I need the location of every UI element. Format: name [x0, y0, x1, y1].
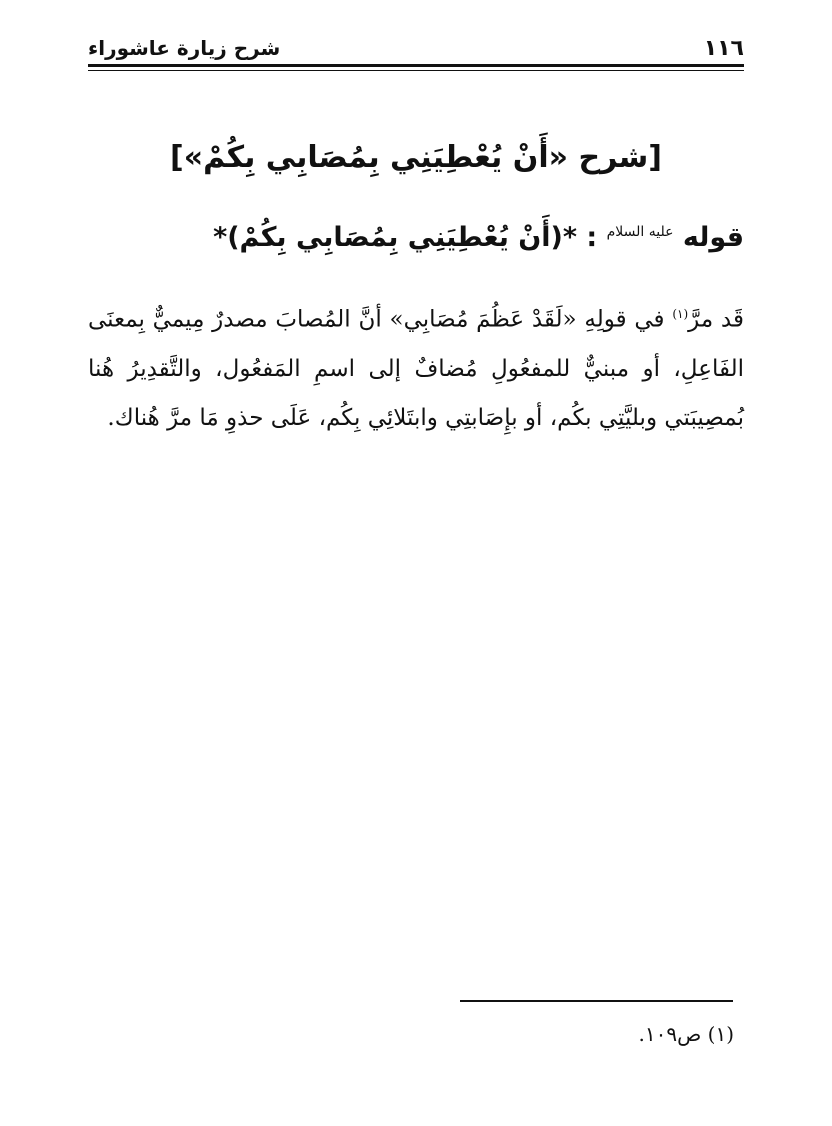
quote-label: قوله — [682, 222, 744, 253]
body-text-rest: في قولِهِ «لَقَدْ عَظُمَ مُصَابِي» أنَّ المُصابَ مصدرٌ مِيميٌّ بِمعنَى الفَاعِلِ، أو مبنيٌّ للمفعُولِ مُضافٌ إلى اسمِ المَفعُول، والتَّقدِيرُ هُنا بُمصِيبَتي وبليَّتِي بكُم، أو بإِصَابتِي وابتَلائِي بِكُم، عَلَى حذوِ مَا مرَّ هُناك. — [88, 306, 744, 431]
footnote-divider — [460, 1000, 733, 1002]
page-header — [88, 28, 744, 68]
quote-text: *(أَنْ يُعْطِيَنِي بِمُصَابِي بِكُمْ)* — [213, 222, 577, 253]
body-text-start: قَد مرَّ — [688, 306, 744, 333]
footnote: (١) ص١٠٩. — [638, 1022, 734, 1046]
body-paragraph — [88, 290, 744, 443]
running-title: شرح زيارة عاشوراء — [88, 36, 281, 60]
header-rule — [88, 64, 744, 67]
footnote-reference: (١) — [672, 307, 689, 321]
honorific-mark: عليه السلام — [606, 224, 674, 240]
page-number: ١١٦ — [703, 36, 744, 61]
quote-colon: : — [586, 222, 598, 253]
header-rule-thin — [88, 70, 744, 71]
section-title: [شرح «أَنْ يُعْطِيَنِي بِمُصَابِي بِكُمْ»] — [170, 140, 662, 175]
quote-line — [88, 222, 744, 253]
